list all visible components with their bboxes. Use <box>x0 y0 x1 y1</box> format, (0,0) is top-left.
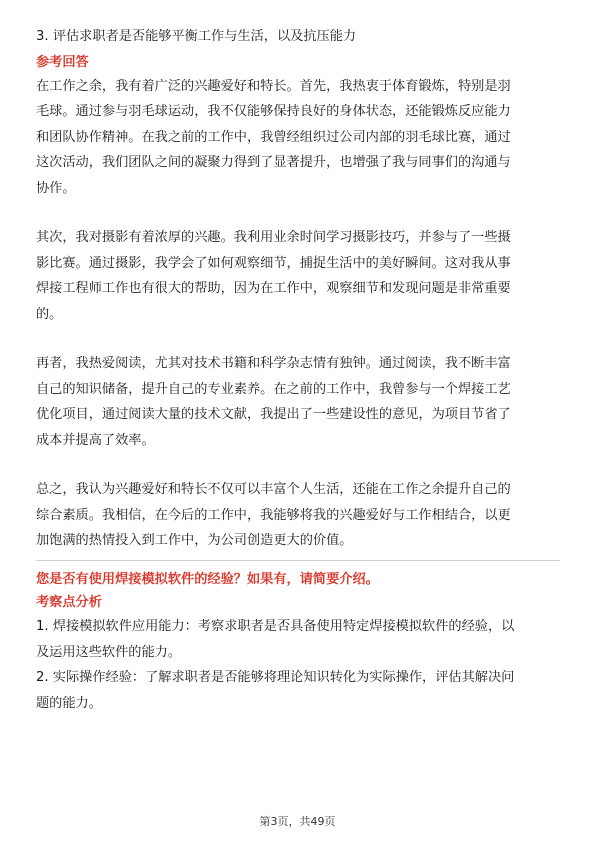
analysis-list <box>36 614 560 716</box>
paragraph-line: 综合素质。我相信，在今后的工作中，我能够将我的兴趣爱好与工作相结合，以更 <box>36 507 511 523</box>
paragraph-line: 再者，我热爱阅读，尤其对技术书籍和科学杂志情有独钟。通过阅读，我不断丰富 <box>36 356 511 371</box>
answer-paragraph-3 <box>36 351 560 453</box>
section-divider <box>36 560 560 561</box>
answer-label: 参考回答 <box>36 54 89 70</box>
analysis-line: 2. 实际操作经验：了解求职者是否能够将理论知识转化为实际操作，评估其解决问 <box>36 670 515 685</box>
paragraph-line: 总之，我认为兴趣爱好和特长不仅可以丰富个人生活，还能在工作之余提升自己的 <box>36 482 511 497</box>
answer-paragraph-2 <box>36 225 560 327</box>
paragraph-line: 优化项目，通过阅读大量的技术文献，我提出了一些建设性的意见，为项目节省了 <box>36 407 511 422</box>
answer-paragraph-1 <box>36 74 560 202</box>
paragraph-line: 协作。 <box>36 180 76 196</box>
paragraph-line: 和团队协作精神。在我之前的工作中，我曾经组织过公司内部的羽毛球比赛，通过 <box>36 129 511 145</box>
analysis-line: 及运用这些软件的能力。 <box>36 644 182 660</box>
section-heading: 3. 评估求职者是否能够平衡工作与生活，以及抗压能力 <box>36 29 357 44</box>
paragraph-line: 的。 <box>36 306 63 322</box>
analysis-line: 1. 焊接模拟软件应用能力：考察求职者是否具备使用特定焊接模拟软件的经验，以 <box>36 619 515 634</box>
paragraph-line: 毛球。通过参与羽毛球运动，我不仅能够保持良好的身体状态，还能锻炼反应能力 <box>36 104 511 119</box>
page-number-footer: 第3页，共49页 <box>259 815 336 828</box>
paragraph-line: 自己的知识储备，提升自己的专业素养。在之前的工作中，我曾参与一个焊接工艺 <box>36 381 511 397</box>
paragraph-line: 其次，我对摄影有着浓厚的兴趣。我利用业余时间学习摄影技巧，并参与了一些摄 <box>36 230 511 245</box>
question-heading: 您是否有使用焊接模拟软件的经验？如果有，请简要介绍。 <box>36 571 379 587</box>
paragraph-line: 这次活动，我们团队之间的凝聚力得到了显著提升，也增强了我与同事们的沟通与 <box>36 155 511 170</box>
paragraph-line: 加饱满的热情投入到工作中，为公司创造更大的价值。 <box>36 533 353 548</box>
paragraph-line: 在工作之余，我有着广泛的兴趣爱好和特长。首先，我热衷于体育锻炼，特别是羽 <box>36 78 511 94</box>
analysis-item <box>36 614 560 665</box>
paragraph-line: 影比赛。通过摄影，我学会了如何观察细节，捕捉生活中的美好瞬间。这对我从事 <box>36 255 511 271</box>
analysis-item <box>36 665 560 716</box>
answer-paragraph-4 <box>36 477 560 554</box>
analysis-label: 考察点分析 <box>36 595 102 610</box>
page-content <box>36 24 560 716</box>
paragraph-line: 焊接工程师工作也有很大的帮助，因为在工作中，观察细节和发现问题是非常重要 <box>36 281 511 296</box>
paragraph-line: 成本并提高了效率。 <box>36 432 155 448</box>
analysis-line: 题的能力。 <box>36 695 102 711</box>
